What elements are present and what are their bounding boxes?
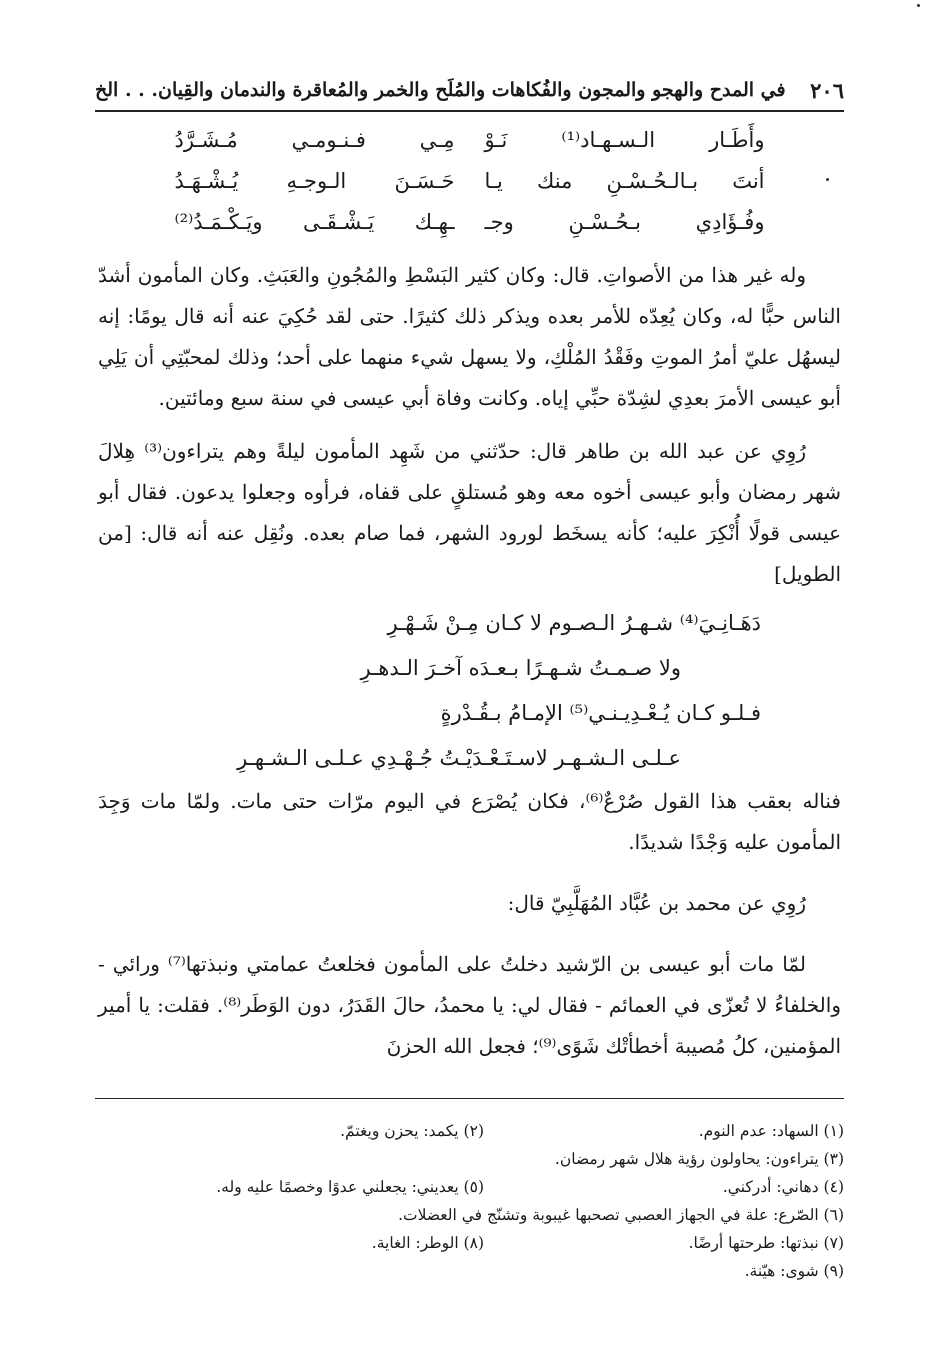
- paragraph: فناله بعقب هذا القول صُرْعٌ⁽⁶⁾، فكان يُصْرَع في اليوم مرّات حتى مات. ولمّا مات وَجِدَ المأمون عليه وَجْدًا شديدًا.: [98, 789, 841, 854]
- footnote: (٢) يكمد: يحزن ويغتمّ.: [340, 1122, 484, 1140]
- footnote-row: [95, 1145, 844, 1173]
- footnote-row: [95, 1229, 844, 1257]
- paragraph: وله غير هذا من الأصواتِ. قال: وكان كثير البَسْطِ والمُجُونِ والعَبَثِ. وكان المأمون أشدّ الناس حبًّا له، وكان يُعِدّه للأمر بعده ويذكر ذلك كثيرًا. حتى لقد حُكِيَ عنه أنه قال يومًا: إنه ليسهُل عليّ أمرُ الموتِ وفَقْدُ المُلْكِ، ولا يسهل شيء منهما على أحد؛ وذلك لمحبّتِي أن يَلِي أبو عيسى الأمرَ بعدِي لشِدّة حبِّي إياه. وكانت وفاة أبي عيسى في سنة سبع ومائتين.: [98, 263, 841, 410]
- verse-line: [175, 161, 765, 202]
- verse-first-hemistich: وفُـؤَادِي بـحُـسْـنِ وجـ: [484, 210, 765, 234]
- verse-line: ولا صـمـتُ شـهـرًا بـعـدَه آخـرَ الـدهـرِ: [360, 656, 681, 680]
- footnote: (١) السهاد: عدم النوم.: [698, 1122, 844, 1140]
- footnote: (٧) نبذتها: طرحتها أرضًا.: [688, 1234, 844, 1252]
- paragraph: رُوِي عن محمد بن عُبَّاد المُهَلَّبِيّ قال:: [507, 891, 806, 915]
- footnotes: [95, 1098, 844, 1285]
- verse-second-hemistich: حَـسَـنَ الـوجـهِ يُـشْـهَـدُ: [174, 169, 455, 193]
- verse-second-hemistich: ـهِـك يَـشْـقَـى ويَـكْـمَـدُ⁽²⁾: [174, 210, 455, 234]
- verse-line: [175, 202, 765, 243]
- footnote-row: [95, 1173, 844, 1201]
- verse-first-hemistich: وأَطَـار الـسـهـاد⁽¹⁾ نَـوْ: [484, 128, 765, 152]
- footnote: (٨) الوطر: الغاية.: [371, 1234, 484, 1252]
- verse-line: فـلـو كـان يُـعْـدِيـنـي⁽⁵⁾ الإمـامُ بـقُـدْرةٍ: [440, 701, 761, 725]
- footnote: (٥) يعديني: يجعلني عدوًا وخصمًا عليه وله.: [216, 1178, 484, 1196]
- scan-speck: [917, 4, 920, 7]
- verse-second-hemistich: مِـي فـنـومـي مُـشَـرَّدُ: [174, 128, 455, 152]
- paragraph: رُوِي عن عبد الله بن طاهر قال: حدّثني من شَهِد المأمون ليلةً وهم يتراءون⁽³⁾ هِلالَ شهر رمضان وأبو عيسى أخوه معه وهو مُستلقٍ على قفاه، فرأوه وجعلوا يدعون. فقال أبو عيسى قولًا أُنْكِرَ عليه؛ كأنه يسخَط لورود الشهر، فما صام بعده. ونُقِل عنه أنه قال: [من الطويل]: [98, 439, 841, 586]
- footnote-row: [95, 1117, 844, 1145]
- main-text: [98, 120, 841, 1067]
- verse-line: [175, 120, 765, 161]
- poem-2: [237, 601, 761, 781]
- footnote: (٣) يتراءون: يحاولون رؤية هلال شهر رمضان.: [554, 1150, 844, 1168]
- verse-line: عـلـى الـشـهـر لاسـتَـعْـدَيْـتُ جُـهْـدِي عـلـى الـشـهـرِ: [237, 746, 681, 770]
- paragraph: لمّا مات أبو عيسى بن الرّشيد دخلتُ على المأمون فخلعتُ عمامتي ونبذتها⁽⁷⁾ ورائي - والخلفاءُ لا تُعزّى في العمائم - فقال لي: يا محمدُ، حالَ القَدَرُ، دون الوَطَر⁽⁸⁾. فقلت: يا أمير المؤمنين، كلُ مُصيبة أخطأتْك شَوًى⁽⁹⁾؛ فجعل الله الحزنَ: [98, 952, 841, 1058]
- footnote: (٩) شوى: هيّنة.: [744, 1262, 844, 1280]
- verse-line: دَهَـانِـيَ⁽⁴⁾ شـهـرُ الـصـوم لا كـان مِـنْ شَـهْـرِ: [387, 611, 761, 635]
- footnote: (٦) الصّرع: علة في الجهاز العصبي تصحبها غيبوبة وتشنّج في العضلات.: [398, 1206, 844, 1224]
- verse-first-hemistich: أنتَ بـالـحُـسْـنِ منك يـا: [484, 169, 765, 193]
- footnote-row: [95, 1257, 844, 1285]
- page-number: ٢٠٦: [810, 77, 844, 103]
- page-header: [95, 70, 844, 112]
- poem-1: [175, 120, 765, 243]
- running-title: في المدح والهجو والمجون والفُكاهات والمُلَح والخمر والمُعاقرة والندمان والقِيان. . . الخ: [95, 79, 786, 101]
- footnote-row: [95, 1201, 844, 1229]
- footnote: (٤) دهاني: أدركني.: [722, 1178, 844, 1196]
